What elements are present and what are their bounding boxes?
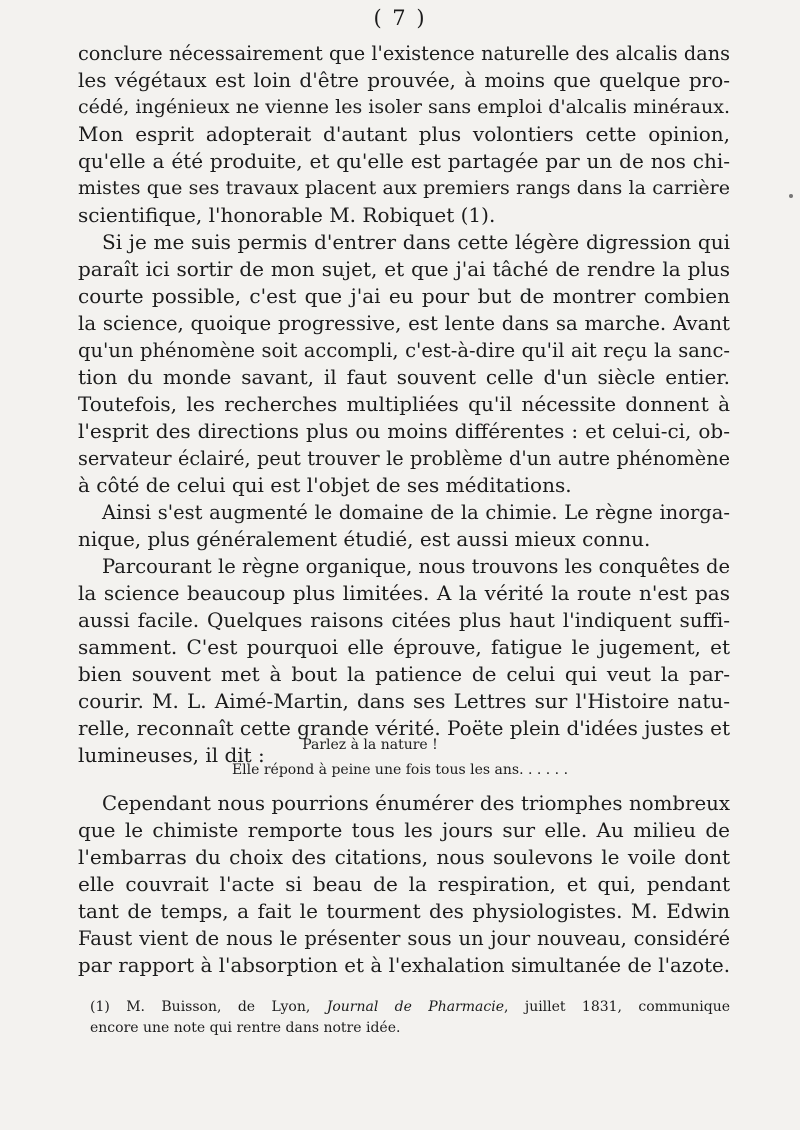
footnote-line: encore une note qui rentre dans notre idée. bbox=[90, 1020, 401, 1036]
text-line: qu'un phénomène soit accompli, c'est-à-dire qu'il ait reçu la sanc- bbox=[78, 339, 730, 362]
body-text bbox=[78, 40, 730, 769]
page-number: ( 7 ) bbox=[373, 6, 427, 30]
text-line: la science, quoique progressive, est lente dans sa marche. Avant bbox=[78, 312, 730, 335]
footnote bbox=[90, 997, 730, 1039]
text-line: Faust vient de nous le présenter sous un jour nouveau, considéré bbox=[78, 927, 730, 950]
text-line: conclure nécessairement que l'existence naturelle des alcalis dans bbox=[78, 42, 730, 65]
quote-line: Elle répond à peine une fois tous les ans. . . . . . bbox=[231, 762, 569, 778]
text-line: que le chimiste remporte tous les jours sur elle. Au milieu de bbox=[78, 818, 730, 842]
text-line: Mon esprit adopterait d'autant plus volontiers cette opinion, bbox=[78, 122, 730, 146]
footnote-line bbox=[90, 997, 730, 1018]
text-line: qu'elle a été produite, et qu'elle est partagée par un de nos chi- bbox=[78, 149, 730, 173]
text-line: paraît ici sortir de mon sujet, et que j'ai tâché de rendre la plus bbox=[78, 257, 730, 281]
text-line: Cependant nous pourrions énumérer des triomphes nombreux bbox=[102, 792, 730, 815]
footnote-text: , juillet 1831, communique bbox=[504, 999, 730, 1015]
text-line: Toutefois, les recherches multipliées qu'il nécessite donnent à bbox=[78, 392, 730, 416]
text-line: scientifique, l'honorable M. Robiquet (1). bbox=[78, 203, 496, 227]
text-line: relle, reconnaît cette grande vérité. Poëte plein d'idées justes et bbox=[78, 716, 730, 740]
text-line: elle couvrait l'acte si beau de la respiration, et qui, pendant bbox=[78, 872, 730, 896]
footnote-text: M. Buisson, de Lyon, bbox=[109, 999, 327, 1015]
verse-quote bbox=[0, 733, 800, 783]
text-line: courir. M. L. Aimé-Martin, dans ses Lettres sur l'Histoire natu- bbox=[78, 689, 730, 713]
text-line: tant de temps, a fait le tourment des physiologistes. M. Edwin bbox=[78, 899, 730, 923]
text-line: la science beaucoup plus limitées. A la vérité la route n'est pas bbox=[78, 581, 730, 605]
quote-line: Parlez à la nature ! bbox=[302, 737, 438, 753]
text-line: aussi facile. Quelques raisons citées plus haut l'indiquent suffi- bbox=[78, 608, 730, 632]
text-line: courte possible, c'est que j'ai eu pour but de montrer combien bbox=[78, 284, 730, 308]
footnote-marker: (1) bbox=[90, 999, 110, 1015]
text-line: l'embarras du choix des citations, nous soulevons le voile dont bbox=[78, 845, 730, 869]
text-line: bien souvent met à bout la patience de celui qui veut la par- bbox=[78, 662, 730, 686]
paper-speck bbox=[789, 194, 793, 198]
text-line: tion du monde savant, il faut souvent celle d'un siècle entier. bbox=[78, 365, 730, 389]
text-line: à côté de celui qui est l'objet de ses méditations. bbox=[78, 473, 572, 497]
text-line: l'esprit des directions plus ou moins différentes : et celui-ci, ob- bbox=[78, 419, 730, 443]
text-line: cédé, ingénieux ne vienne les isoler sans emploi d'alcalis minéraux. bbox=[78, 96, 730, 118]
text-line: Ainsi s'est augmenté le domaine de la chimie. Le règne inorga- bbox=[102, 501, 730, 524]
body-text-continued bbox=[78, 790, 730, 979]
footnote-journal-title: Journal de Pharmacie bbox=[326, 999, 505, 1015]
text-line: mistes que ses travaux placent aux premiers rangs dans la carrière bbox=[78, 177, 730, 199]
text-line: par rapport à l'absorption et à l'exhalation simultanée de l'azote. bbox=[78, 954, 730, 977]
text-line: lumineuses, il dit : bbox=[78, 743, 265, 767]
text-line: Si je me suis permis d'entrer dans cette légère digression qui bbox=[102, 230, 730, 254]
text-line: servateur éclairé, peut trouver le problème d'un autre phénomène bbox=[78, 447, 730, 470]
text-line: nique, plus généralement étudié, est aussi mieux connu. bbox=[78, 527, 651, 551]
text-line: Parcourant le règne organique, nous trouvons les conquêtes de bbox=[102, 555, 730, 578]
text-line: samment. C'est pourquoi elle éprouve, fatigue le jugement, et bbox=[78, 635, 730, 659]
text-line: les végétaux est loin d'être prouvée, à moins que quelque pro- bbox=[78, 68, 730, 92]
